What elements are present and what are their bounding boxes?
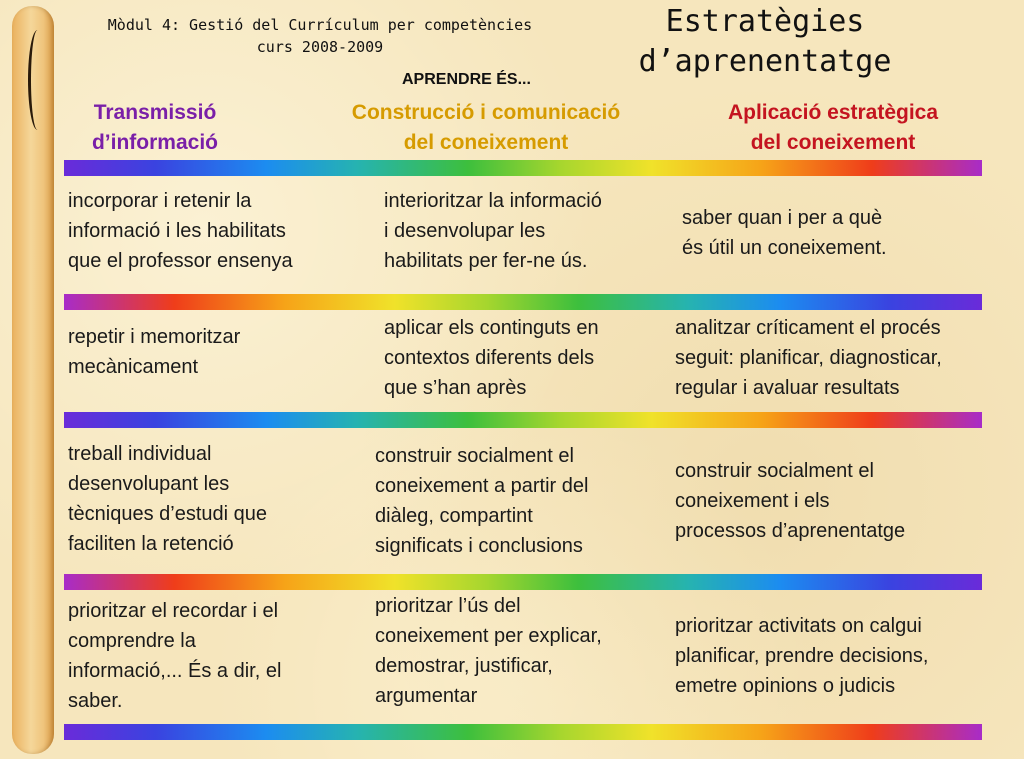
column-header-line1: Aplicació estratègica bbox=[727, 101, 939, 124]
cell-construction-2 bbox=[384, 313, 599, 403]
cell-line: i desenvolupar les bbox=[384, 220, 546, 242]
cell-line: demostrar, justificar, bbox=[375, 655, 553, 677]
page-title bbox=[620, 2, 910, 82]
cell-line: contextos diferents dels bbox=[384, 347, 595, 369]
cell-line: interioritzar la informació bbox=[384, 190, 602, 212]
column-header-line1: Construcció i comunicació bbox=[351, 101, 621, 124]
column-header-line2: del coneixement bbox=[403, 131, 569, 154]
cell-line: faciliten la retenció bbox=[68, 533, 234, 555]
column-header-line2: d’informació bbox=[91, 131, 218, 154]
cell-line: mecànicament bbox=[68, 356, 199, 378]
cell-transmission-1 bbox=[68, 186, 293, 276]
module-title: Mòdul 4: Gestió del Currículum per competències bbox=[107, 16, 533, 34]
cell-line: diàleg, compartint bbox=[375, 505, 533, 527]
cell-line: coneixement a partir del bbox=[375, 475, 589, 497]
rainbow-divider bbox=[64, 294, 982, 310]
cell-application-3 bbox=[675, 456, 905, 546]
page-title-line2: d’aprenentatge bbox=[638, 44, 892, 79]
cell-line: coneixement per explicar, bbox=[375, 625, 602, 647]
column-header-application bbox=[688, 98, 978, 158]
cell-line: emetre opinions o judicis bbox=[675, 675, 896, 697]
cell-line: comprendre la bbox=[68, 630, 196, 652]
rainbow-divider bbox=[64, 724, 982, 740]
section-subtitle: APRENDRE ÉS... bbox=[402, 71, 531, 88]
cell-line: argumentar bbox=[375, 685, 478, 707]
cell-line: construir socialment el bbox=[675, 460, 874, 482]
cell-line: que s’han après bbox=[384, 377, 527, 399]
cell-construction-3 bbox=[375, 441, 588, 561]
cell-line: saber quan i per a què bbox=[682, 207, 883, 229]
cell-line: que el professor ensenya bbox=[68, 250, 293, 272]
cell-line: coneixement i els bbox=[675, 490, 830, 512]
cell-line: aplicar els continguts en bbox=[384, 317, 599, 339]
rainbow-divider bbox=[64, 160, 982, 176]
cell-application-4 bbox=[675, 611, 928, 701]
cell-line: informació,... És a dir, el bbox=[68, 660, 282, 682]
cell-application-2 bbox=[675, 313, 942, 403]
cell-application-1 bbox=[682, 203, 887, 263]
cell-line: significats i conclusions bbox=[375, 535, 583, 557]
scroll-curl bbox=[28, 30, 47, 130]
cell-line: seguit: planificar, diagnosticar, bbox=[675, 347, 942, 369]
cell-construction-1 bbox=[384, 186, 602, 276]
course-year: curs 2008-2009 bbox=[256, 38, 384, 56]
cell-transmission-3 bbox=[68, 439, 267, 559]
cell-line: repetir i memoritzar bbox=[68, 326, 241, 348]
cell-line: desenvolupant les bbox=[68, 473, 230, 495]
cell-line: prioritzar el recordar i el bbox=[68, 600, 279, 622]
cell-line: planificar, prendre decisions, bbox=[675, 645, 929, 667]
cell-line: és útil un coneixement. bbox=[682, 237, 887, 259]
cell-line: habilitats per fer-ne ús. bbox=[384, 250, 588, 272]
cell-transmission-4 bbox=[68, 596, 281, 716]
rainbow-divider bbox=[64, 412, 982, 428]
cell-construction-4 bbox=[375, 591, 602, 711]
cell-line: saber. bbox=[68, 690, 123, 712]
cell-line: prioritzar activitats on calgui bbox=[675, 615, 922, 637]
cell-line: regular i avaluar resultats bbox=[675, 377, 900, 399]
column-header-construction bbox=[326, 98, 646, 158]
cell-line: treball individual bbox=[68, 443, 212, 465]
cell-line: analitzar críticament el procés bbox=[675, 317, 941, 339]
decorative-scroll bbox=[12, 6, 54, 754]
column-header-transmission bbox=[60, 98, 250, 158]
column-header-line2: del coneixement bbox=[750, 131, 916, 154]
cell-line: incorporar i retenir la bbox=[68, 190, 252, 212]
column-header-line1: Transmissió bbox=[93, 101, 217, 124]
module-header bbox=[60, 14, 580, 58]
cell-line: informació i les habilitats bbox=[68, 220, 286, 242]
cell-line: processos d’aprenentatge bbox=[675, 520, 906, 542]
rainbow-divider bbox=[64, 574, 982, 590]
cell-transmission-2 bbox=[68, 322, 240, 382]
cell-line: construir socialment el bbox=[375, 445, 574, 467]
cell-line: prioritzar l’ús del bbox=[375, 595, 521, 617]
cell-line: tècniques d’estudi que bbox=[68, 503, 268, 525]
page-title-line1: Estratègies bbox=[665, 4, 865, 39]
